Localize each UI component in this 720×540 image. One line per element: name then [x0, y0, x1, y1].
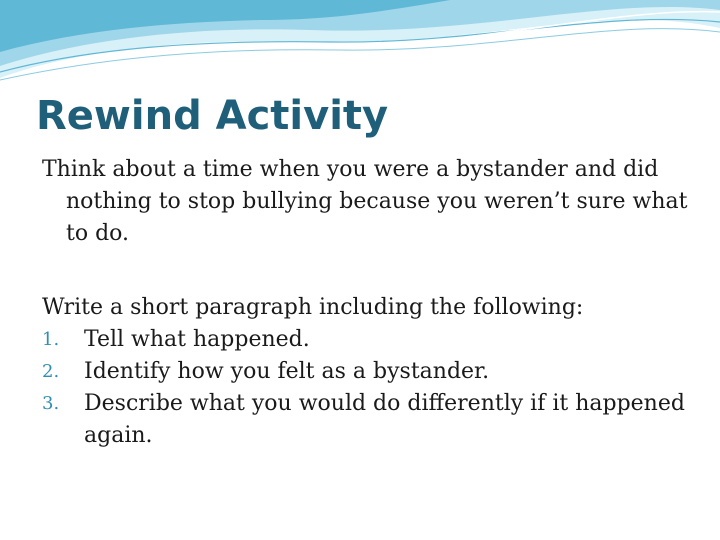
slide-body [42, 154, 702, 452]
slide-title: Rewind Activity [36, 93, 389, 139]
list-item [42, 388, 702, 452]
numbered-list [42, 324, 702, 452]
list-number: 2. [42, 361, 60, 382]
decorative-wave-banner [0, 0, 720, 90]
list-number: 1. [42, 329, 60, 350]
list-item [42, 324, 702, 356]
list-item-text: Describe what you would do differently if it happened again. [84, 391, 685, 448]
paragraph-spacer [42, 250, 702, 292]
list-item-text: Tell what happened. [84, 327, 310, 352]
list-number: 3. [42, 393, 60, 414]
intro-paragraph: Think about a time when you were a bystander and did nothing to stop bullying because you weren’t sure what to do. [42, 157, 688, 246]
instruction-text: Write a short paragraph including the following: [42, 295, 584, 320]
list-item [42, 356, 702, 388]
list-item-text: Identify how you felt as a bystander. [84, 359, 490, 384]
